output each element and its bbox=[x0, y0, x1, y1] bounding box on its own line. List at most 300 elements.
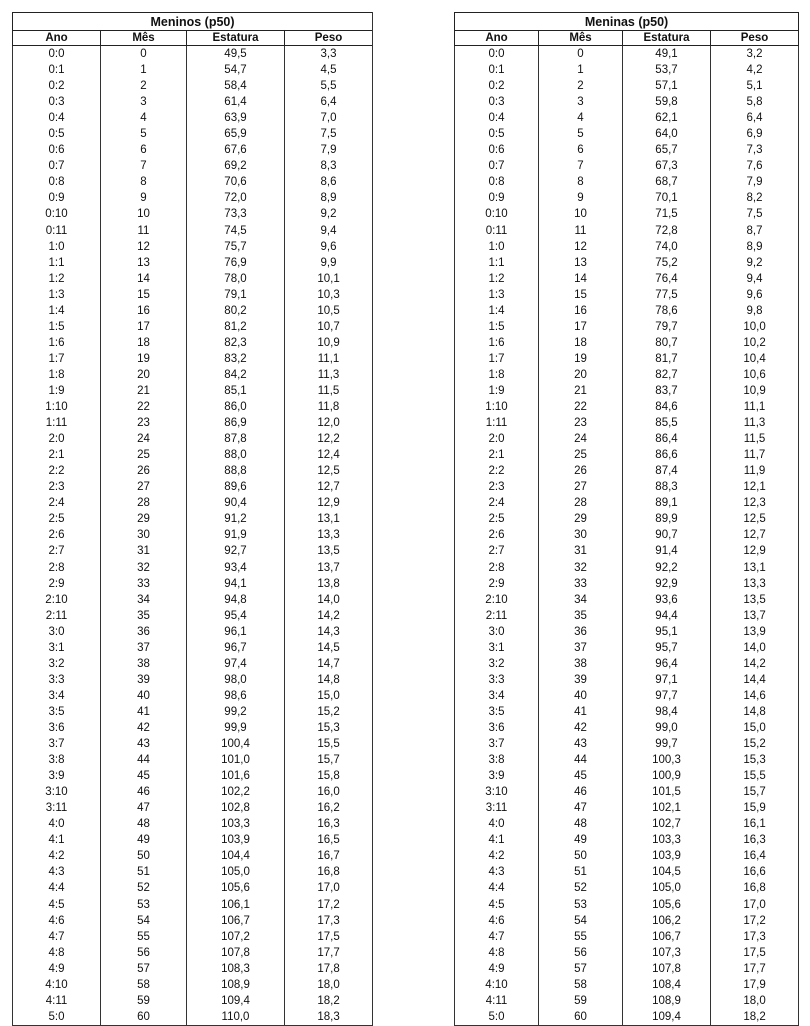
ano-cell: 3:8 bbox=[455, 752, 539, 768]
ano-cell: 3:1 bbox=[455, 640, 539, 656]
estatura-cell: 54,7 bbox=[187, 62, 285, 78]
table-row bbox=[13, 592, 373, 608]
peso-cell: 18,0 bbox=[711, 993, 799, 1009]
table-row bbox=[13, 864, 373, 880]
table-row bbox=[13, 399, 373, 415]
ano-cell: 0:5 bbox=[13, 126, 101, 142]
mes-cell: 49 bbox=[101, 832, 187, 848]
estatura-cell: 99,2 bbox=[187, 704, 285, 720]
ano-cell: 0:0 bbox=[455, 46, 539, 63]
estatura-cell: 70,1 bbox=[623, 190, 711, 206]
ano-cell: 1:2 bbox=[13, 271, 101, 287]
mes-cell: 9 bbox=[101, 190, 187, 206]
table-row bbox=[13, 158, 373, 174]
mes-cell: 26 bbox=[101, 463, 187, 479]
boys-table-body bbox=[13, 46, 373, 1026]
ano-cell: 3:10 bbox=[455, 784, 539, 800]
mes-cell: 60 bbox=[539, 1009, 623, 1026]
mes-cell: 58 bbox=[101, 977, 187, 993]
mes-cell: 28 bbox=[539, 495, 623, 511]
table-row bbox=[13, 832, 373, 848]
table-row bbox=[13, 720, 373, 736]
ano-cell: 4:6 bbox=[455, 913, 539, 929]
ano-cell: 3:11 bbox=[455, 800, 539, 816]
estatura-cell: 94,8 bbox=[187, 592, 285, 608]
mes-cell: 9 bbox=[539, 190, 623, 206]
estatura-cell: 108,9 bbox=[623, 993, 711, 1009]
peso-cell: 17,5 bbox=[285, 929, 373, 945]
estatura-cell: 105,0 bbox=[623, 880, 711, 896]
ano-cell: 2:6 bbox=[455, 527, 539, 543]
mes-cell: 48 bbox=[101, 816, 187, 832]
mes-cell: 22 bbox=[101, 399, 187, 415]
ano-cell: 3:5 bbox=[13, 704, 101, 720]
estatura-cell: 89,6 bbox=[187, 479, 285, 495]
mes-cell: 31 bbox=[539, 543, 623, 559]
boys-growth-table bbox=[12, 12, 373, 1026]
mes-cell: 32 bbox=[101, 560, 187, 576]
table-row bbox=[455, 399, 799, 415]
estatura-cell: 106,7 bbox=[623, 929, 711, 945]
mes-cell: 41 bbox=[101, 704, 187, 720]
mes-cell: 12 bbox=[539, 239, 623, 255]
mes-cell: 16 bbox=[539, 303, 623, 319]
ano-cell: 4:0 bbox=[455, 816, 539, 832]
mes-cell: 44 bbox=[539, 752, 623, 768]
mes-cell: 55 bbox=[101, 929, 187, 945]
peso-cell: 13,8 bbox=[285, 576, 373, 592]
peso-cell: 15,7 bbox=[285, 752, 373, 768]
estatura-cell: 62,1 bbox=[623, 110, 711, 126]
table-row bbox=[13, 479, 373, 495]
peso-cell: 16,3 bbox=[285, 816, 373, 832]
estatura-cell: 106,2 bbox=[623, 913, 711, 929]
ano-cell: 3:11 bbox=[13, 800, 101, 816]
girls-header-mes: Mês bbox=[539, 31, 623, 46]
estatura-cell: 97,4 bbox=[187, 656, 285, 672]
table-row bbox=[455, 239, 799, 255]
estatura-cell: 109,4 bbox=[187, 993, 285, 1009]
table-row bbox=[13, 126, 373, 142]
estatura-cell: 65,7 bbox=[623, 142, 711, 158]
peso-cell: 12,9 bbox=[285, 495, 373, 511]
girls-table-body bbox=[455, 46, 799, 1026]
ano-cell: 2:10 bbox=[13, 592, 101, 608]
estatura-cell: 99,0 bbox=[623, 720, 711, 736]
table-row bbox=[13, 287, 373, 303]
peso-cell: 4,2 bbox=[711, 62, 799, 78]
estatura-cell: 67,3 bbox=[623, 158, 711, 174]
ano-cell: 0:10 bbox=[455, 206, 539, 222]
mes-cell: 21 bbox=[539, 383, 623, 399]
ano-cell: 0:8 bbox=[13, 174, 101, 190]
peso-cell: 15,8 bbox=[285, 768, 373, 784]
estatura-cell: 104,4 bbox=[187, 848, 285, 864]
estatura-cell: 103,9 bbox=[187, 832, 285, 848]
table-row bbox=[455, 206, 799, 222]
table-row bbox=[13, 415, 373, 431]
table-row bbox=[455, 720, 799, 736]
ano-cell: 1:1 bbox=[455, 255, 539, 271]
estatura-cell: 103,3 bbox=[623, 832, 711, 848]
mes-cell: 35 bbox=[539, 608, 623, 624]
mes-cell: 48 bbox=[539, 816, 623, 832]
table-row bbox=[455, 367, 799, 383]
ano-cell: 4:1 bbox=[13, 832, 101, 848]
mes-cell: 56 bbox=[539, 945, 623, 961]
peso-cell: 9,6 bbox=[285, 239, 373, 255]
table-row bbox=[13, 993, 373, 1009]
estatura-cell: 100,9 bbox=[623, 768, 711, 784]
ano-cell: 2:1 bbox=[13, 447, 101, 463]
table-row bbox=[13, 303, 373, 319]
estatura-cell: 74,0 bbox=[623, 239, 711, 255]
peso-cell: 14,8 bbox=[711, 704, 799, 720]
ano-cell: 3:4 bbox=[455, 688, 539, 704]
estatura-cell: 81,2 bbox=[187, 319, 285, 335]
mes-cell: 39 bbox=[539, 672, 623, 688]
ano-cell: 2:11 bbox=[13, 608, 101, 624]
table-row bbox=[455, 961, 799, 977]
peso-cell: 12,5 bbox=[711, 511, 799, 527]
mes-cell: 30 bbox=[539, 527, 623, 543]
table-row bbox=[455, 624, 799, 640]
estatura-cell: 91,4 bbox=[623, 543, 711, 559]
ano-cell: 4:9 bbox=[455, 961, 539, 977]
table-row bbox=[455, 929, 799, 945]
peso-cell: 10,2 bbox=[711, 335, 799, 351]
estatura-cell: 73,3 bbox=[187, 206, 285, 222]
estatura-cell: 85,5 bbox=[623, 415, 711, 431]
ano-cell: 4:0 bbox=[13, 816, 101, 832]
estatura-cell: 72,0 bbox=[187, 190, 285, 206]
peso-cell: 7,9 bbox=[285, 142, 373, 158]
estatura-cell: 64,0 bbox=[623, 126, 711, 142]
table-row bbox=[455, 543, 799, 559]
ano-cell: 4:1 bbox=[455, 832, 539, 848]
estatura-cell: 59,8 bbox=[623, 94, 711, 110]
table-row bbox=[455, 768, 799, 784]
peso-cell: 13,3 bbox=[711, 576, 799, 592]
mes-cell: 31 bbox=[101, 543, 187, 559]
peso-cell: 11,3 bbox=[711, 415, 799, 431]
mes-cell: 1 bbox=[101, 62, 187, 78]
table-row bbox=[455, 608, 799, 624]
ano-cell: 4:11 bbox=[13, 993, 101, 1009]
peso-cell: 15,7 bbox=[711, 784, 799, 800]
mes-cell: 35 bbox=[101, 608, 187, 624]
estatura-cell: 80,2 bbox=[187, 303, 285, 319]
estatura-cell: 102,7 bbox=[623, 816, 711, 832]
estatura-cell: 98,6 bbox=[187, 688, 285, 704]
estatura-cell: 105,6 bbox=[187, 880, 285, 896]
table-row bbox=[13, 704, 373, 720]
ano-cell: 0:3 bbox=[13, 94, 101, 110]
mes-cell: 44 bbox=[101, 752, 187, 768]
ano-cell: 1:1 bbox=[13, 255, 101, 271]
peso-cell: 10,5 bbox=[285, 303, 373, 319]
table-row bbox=[13, 672, 373, 688]
mes-cell: 10 bbox=[101, 206, 187, 222]
estatura-cell: 101,5 bbox=[623, 784, 711, 800]
table-row bbox=[13, 94, 373, 110]
table-row bbox=[455, 913, 799, 929]
peso-cell: 10,9 bbox=[285, 335, 373, 351]
mes-cell: 4 bbox=[539, 110, 623, 126]
estatura-cell: 93,4 bbox=[187, 560, 285, 576]
table-row bbox=[455, 560, 799, 576]
estatura-cell: 84,2 bbox=[187, 367, 285, 383]
table-row bbox=[13, 945, 373, 961]
peso-cell: 14,2 bbox=[285, 608, 373, 624]
peso-cell: 17,2 bbox=[711, 913, 799, 929]
mes-cell: 25 bbox=[101, 447, 187, 463]
mes-cell: 27 bbox=[101, 479, 187, 495]
mes-cell: 25 bbox=[539, 447, 623, 463]
mes-cell: 54 bbox=[539, 913, 623, 929]
estatura-cell: 83,7 bbox=[623, 383, 711, 399]
table-row bbox=[13, 656, 373, 672]
peso-cell: 11,7 bbox=[711, 447, 799, 463]
ano-cell: 1:6 bbox=[455, 335, 539, 351]
mes-cell: 36 bbox=[101, 624, 187, 640]
ano-cell: 0:0 bbox=[13, 46, 101, 63]
mes-cell: 29 bbox=[101, 511, 187, 527]
peso-cell: 6,4 bbox=[285, 94, 373, 110]
peso-cell: 13,9 bbox=[711, 624, 799, 640]
table-row bbox=[13, 431, 373, 447]
ano-cell: 4:2 bbox=[455, 848, 539, 864]
table-row bbox=[455, 527, 799, 543]
mes-cell: 5 bbox=[101, 126, 187, 142]
table-row bbox=[13, 929, 373, 945]
estatura-cell: 82,3 bbox=[187, 335, 285, 351]
estatura-cell: 82,7 bbox=[623, 367, 711, 383]
estatura-cell: 94,1 bbox=[187, 576, 285, 592]
ano-cell: 2:6 bbox=[13, 527, 101, 543]
mes-cell: 0 bbox=[539, 46, 623, 63]
peso-cell: 5,5 bbox=[285, 78, 373, 94]
table-row bbox=[455, 319, 799, 335]
ano-cell: 0:8 bbox=[455, 174, 539, 190]
table-row bbox=[13, 335, 373, 351]
mes-cell: 18 bbox=[101, 335, 187, 351]
ano-cell: 1:11 bbox=[455, 415, 539, 431]
mes-cell: 42 bbox=[539, 720, 623, 736]
ano-cell: 0:6 bbox=[13, 142, 101, 158]
table-row bbox=[455, 945, 799, 961]
peso-cell: 15,5 bbox=[285, 736, 373, 752]
peso-cell: 8,7 bbox=[711, 223, 799, 239]
ano-cell: 1:7 bbox=[13, 351, 101, 367]
mes-cell: 50 bbox=[539, 848, 623, 864]
ano-cell: 2:9 bbox=[13, 576, 101, 592]
mes-cell: 12 bbox=[101, 239, 187, 255]
ano-cell: 2:5 bbox=[455, 511, 539, 527]
estatura-cell: 65,9 bbox=[187, 126, 285, 142]
estatura-cell: 70,6 bbox=[187, 174, 285, 190]
mes-cell: 33 bbox=[101, 576, 187, 592]
peso-cell: 15,0 bbox=[711, 720, 799, 736]
estatura-cell: 92,7 bbox=[187, 543, 285, 559]
table-row bbox=[13, 46, 373, 63]
peso-cell: 8,9 bbox=[711, 239, 799, 255]
table-row bbox=[13, 174, 373, 190]
mes-cell: 11 bbox=[539, 223, 623, 239]
mes-cell: 53 bbox=[101, 896, 187, 912]
peso-cell: 17,7 bbox=[285, 945, 373, 961]
mes-cell: 36 bbox=[539, 624, 623, 640]
mes-cell: 38 bbox=[101, 656, 187, 672]
mes-cell: 22 bbox=[539, 399, 623, 415]
estatura-cell: 110,0 bbox=[187, 1009, 285, 1026]
peso-cell: 17,5 bbox=[711, 945, 799, 961]
ano-cell: 1:5 bbox=[13, 319, 101, 335]
mes-cell: 56 bbox=[101, 945, 187, 961]
mes-cell: 41 bbox=[539, 704, 623, 720]
peso-cell: 16,3 bbox=[711, 832, 799, 848]
table-row bbox=[13, 367, 373, 383]
estatura-cell: 88,3 bbox=[623, 479, 711, 495]
peso-cell: 14,7 bbox=[285, 656, 373, 672]
table-row bbox=[455, 94, 799, 110]
peso-cell: 16,6 bbox=[711, 864, 799, 880]
estatura-cell: 77,5 bbox=[623, 287, 711, 303]
ano-cell: 0:9 bbox=[455, 190, 539, 206]
peso-cell: 18,0 bbox=[285, 977, 373, 993]
mes-cell: 5 bbox=[539, 126, 623, 142]
mes-cell: 8 bbox=[101, 174, 187, 190]
estatura-cell: 108,9 bbox=[187, 977, 285, 993]
table-row bbox=[455, 351, 799, 367]
peso-cell: 7,6 bbox=[711, 158, 799, 174]
table-row bbox=[455, 1009, 799, 1026]
mes-cell: 23 bbox=[101, 415, 187, 431]
mes-cell: 45 bbox=[539, 768, 623, 784]
estatura-cell: 57,1 bbox=[623, 78, 711, 94]
peso-cell: 11,5 bbox=[711, 431, 799, 447]
mes-cell: 20 bbox=[539, 367, 623, 383]
estatura-cell: 108,3 bbox=[187, 961, 285, 977]
peso-cell: 16,4 bbox=[711, 848, 799, 864]
peso-cell: 6,4 bbox=[711, 110, 799, 126]
table-row bbox=[13, 816, 373, 832]
peso-cell: 7,9 bbox=[711, 174, 799, 190]
mes-cell: 24 bbox=[101, 431, 187, 447]
estatura-cell: 86,6 bbox=[623, 447, 711, 463]
mes-cell: 42 bbox=[101, 720, 187, 736]
ano-cell: 1:7 bbox=[455, 351, 539, 367]
estatura-cell: 88,0 bbox=[187, 447, 285, 463]
table-row bbox=[13, 736, 373, 752]
mes-cell: 59 bbox=[101, 993, 187, 1009]
mes-cell: 13 bbox=[101, 255, 187, 271]
peso-cell: 17,0 bbox=[285, 880, 373, 896]
mes-cell: 26 bbox=[539, 463, 623, 479]
table-row bbox=[13, 142, 373, 158]
ano-cell: 4:4 bbox=[13, 880, 101, 896]
mes-cell: 7 bbox=[101, 158, 187, 174]
mes-cell: 37 bbox=[539, 640, 623, 656]
peso-cell: 13,3 bbox=[285, 527, 373, 543]
ano-cell: 4:7 bbox=[455, 929, 539, 945]
table-row bbox=[13, 206, 373, 222]
ano-cell: 2:0 bbox=[455, 431, 539, 447]
estatura-cell: 78,0 bbox=[187, 271, 285, 287]
mes-cell: 52 bbox=[539, 880, 623, 896]
mes-cell: 52 bbox=[101, 880, 187, 896]
ano-cell: 1:0 bbox=[13, 239, 101, 255]
mes-cell: 1 bbox=[539, 62, 623, 78]
ano-cell: 1:0 bbox=[455, 239, 539, 255]
estatura-cell: 101,0 bbox=[187, 752, 285, 768]
mes-cell: 30 bbox=[101, 527, 187, 543]
estatura-cell: 87,8 bbox=[187, 431, 285, 447]
mes-cell: 14 bbox=[539, 271, 623, 287]
table-row bbox=[455, 190, 799, 206]
table-row bbox=[455, 576, 799, 592]
table-row bbox=[13, 383, 373, 399]
mes-cell: 34 bbox=[101, 592, 187, 608]
ano-cell: 3:9 bbox=[13, 768, 101, 784]
table-row bbox=[455, 640, 799, 656]
mes-cell: 49 bbox=[539, 832, 623, 848]
estatura-cell: 79,7 bbox=[623, 319, 711, 335]
mes-cell: 16 bbox=[101, 303, 187, 319]
estatura-cell: 88,8 bbox=[187, 463, 285, 479]
estatura-cell: 102,8 bbox=[187, 800, 285, 816]
peso-cell: 10,6 bbox=[711, 367, 799, 383]
ano-cell: 4:6 bbox=[13, 913, 101, 929]
peso-cell: 12,4 bbox=[285, 447, 373, 463]
table-row bbox=[13, 463, 373, 479]
mes-cell: 57 bbox=[539, 961, 623, 977]
ano-cell: 1:8 bbox=[455, 367, 539, 383]
ano-cell: 1:6 bbox=[13, 335, 101, 351]
estatura-cell: 49,5 bbox=[187, 46, 285, 63]
peso-cell: 14,5 bbox=[285, 640, 373, 656]
estatura-cell: 74,5 bbox=[187, 223, 285, 239]
table-row bbox=[455, 303, 799, 319]
table-row bbox=[455, 335, 799, 351]
estatura-cell: 95,7 bbox=[623, 640, 711, 656]
table-row bbox=[455, 592, 799, 608]
estatura-cell: 100,3 bbox=[623, 752, 711, 768]
boys-header-ano: Ano bbox=[13, 31, 101, 46]
peso-cell: 15,2 bbox=[285, 704, 373, 720]
table-row bbox=[455, 447, 799, 463]
estatura-cell: 106,7 bbox=[187, 913, 285, 929]
peso-cell: 14,2 bbox=[711, 656, 799, 672]
peso-cell: 6,9 bbox=[711, 126, 799, 142]
mes-cell: 19 bbox=[539, 351, 623, 367]
estatura-cell: 87,4 bbox=[623, 463, 711, 479]
ano-cell: 0:7 bbox=[13, 158, 101, 174]
peso-cell: 11,1 bbox=[285, 351, 373, 367]
estatura-cell: 91,2 bbox=[187, 511, 285, 527]
ano-cell: 3:0 bbox=[455, 624, 539, 640]
table-row bbox=[455, 784, 799, 800]
ano-cell: 2:3 bbox=[455, 479, 539, 495]
estatura-cell: 76,9 bbox=[187, 255, 285, 271]
ano-cell: 2:7 bbox=[13, 543, 101, 559]
table-row bbox=[13, 239, 373, 255]
estatura-cell: 89,9 bbox=[623, 511, 711, 527]
mes-cell: 53 bbox=[539, 896, 623, 912]
table-row bbox=[455, 864, 799, 880]
peso-cell: 11,8 bbox=[285, 399, 373, 415]
table-row bbox=[13, 78, 373, 94]
